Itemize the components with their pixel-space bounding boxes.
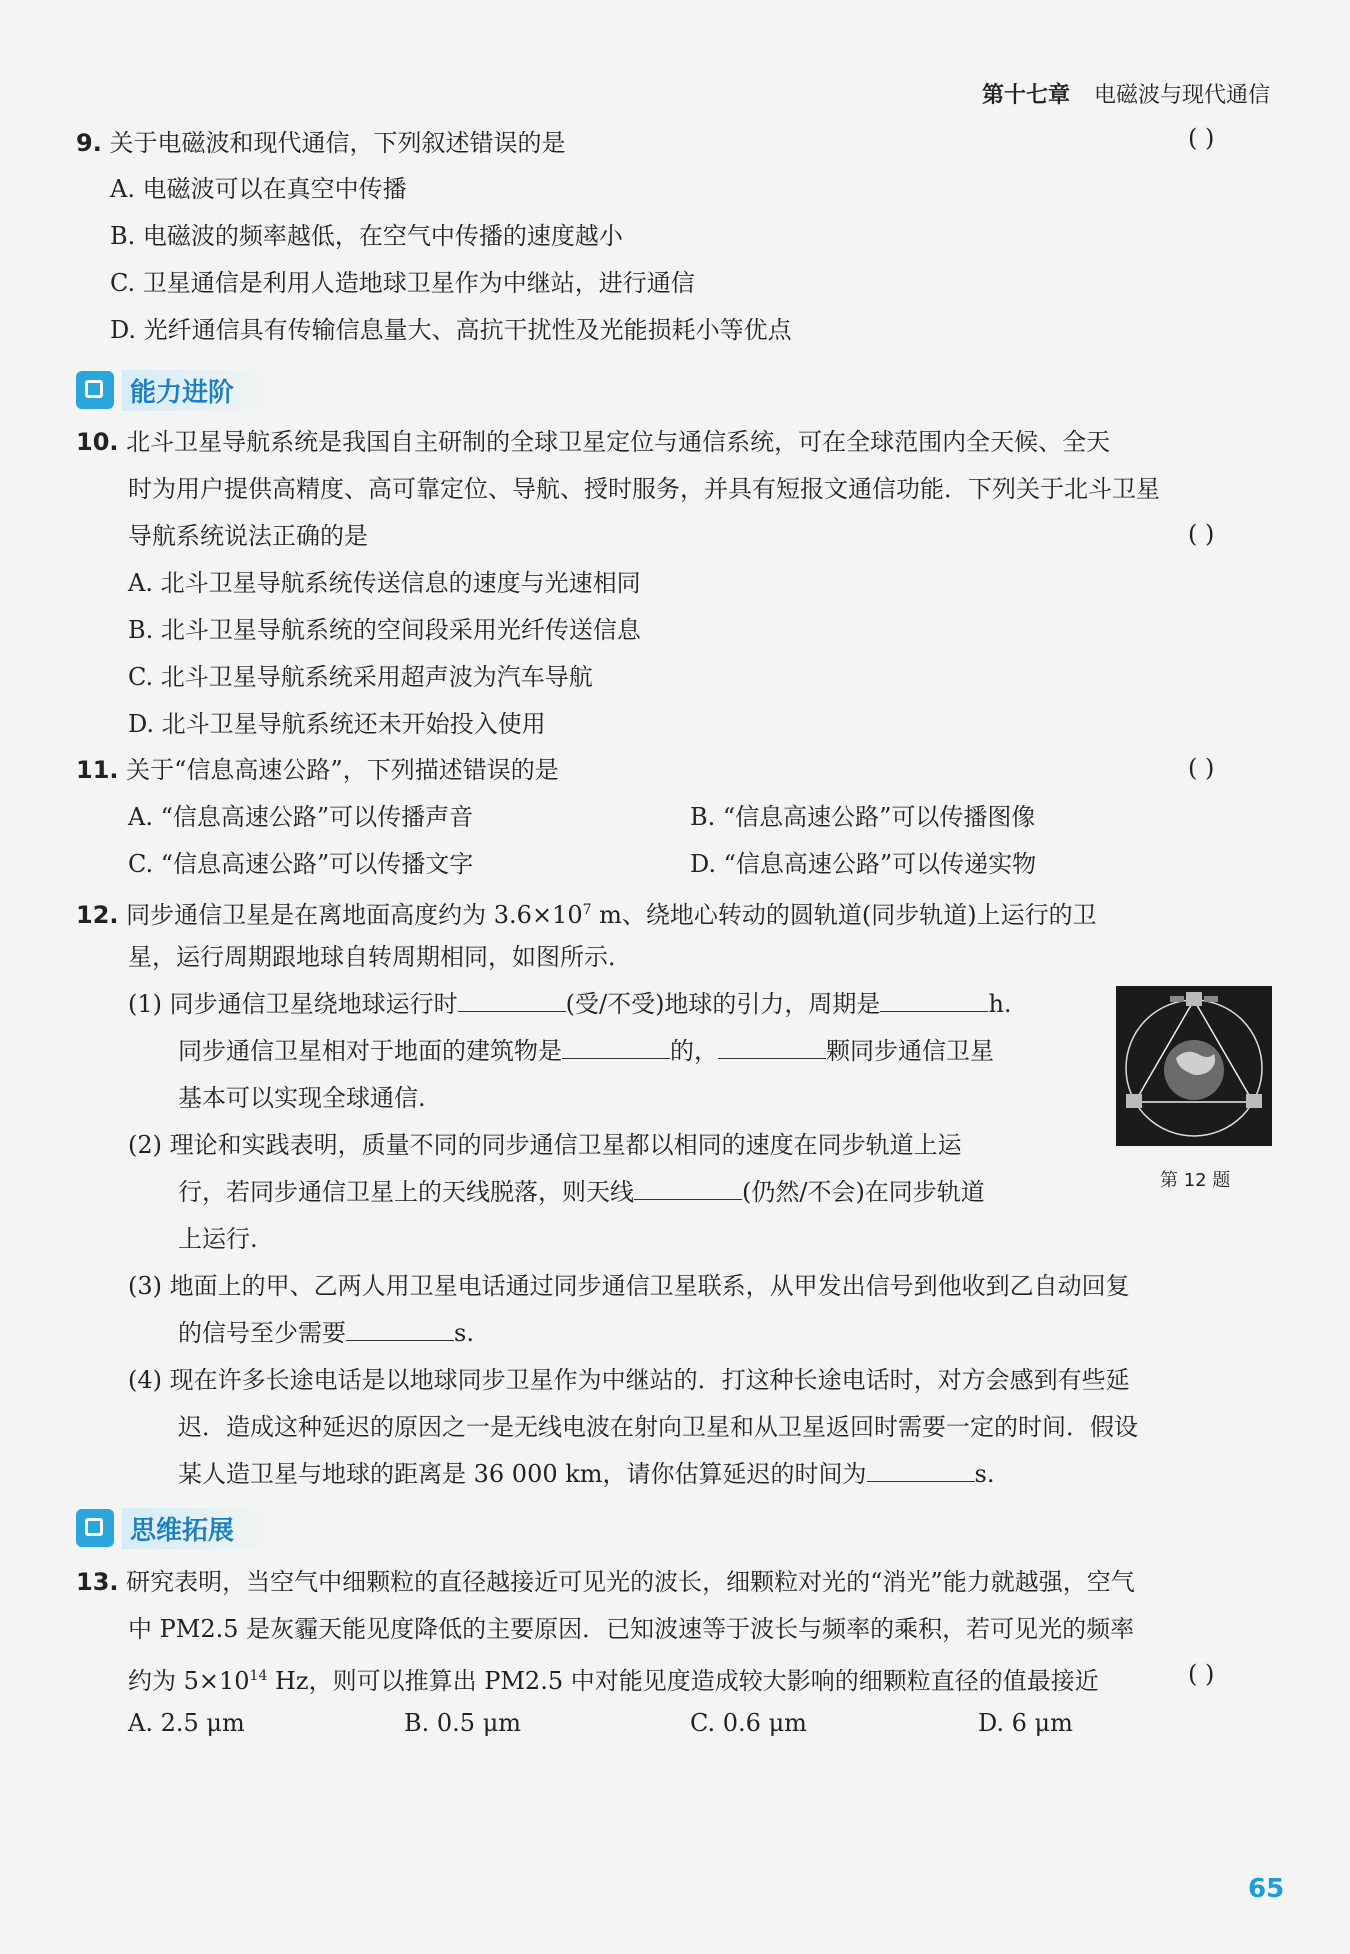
page-number: 65 [1248,1874,1285,1904]
answer-blank[interactable] [867,1457,975,1482]
q12-part2-line1: (2) 理论和实践表明，质量不同的同步通信卫星都以相同的速度在同步轨道上运 [128,1131,962,1159]
q9-option-c: C. 卫星通信是利用人造地球卫星作为中继站，进行通信 [110,269,695,297]
q11-stem [76,753,559,787]
q12-part2-line2 [178,1175,985,1209]
q12-p1-text-f: 颗同步通信卫星 [826,1037,994,1065]
answer-blank[interactable] [346,1316,454,1341]
q12-line-1 [76,893,1097,932]
q9-text: 关于电磁波和现代通信，下列叙述错误的是 [109,129,566,157]
q12-part3-line2 [178,1316,474,1350]
section-title: 思维拓展 [122,1508,274,1549]
q10-option-d: D. 北斗卫星导航系统还未开始投入使用 [128,710,546,738]
q12-p1-text-b: (受/不受)地球的引力，周期是 [565,990,881,1018]
q12-p3-text-b: 的信号至少需要 [178,1319,346,1347]
edit-icon [76,371,114,409]
q12-p3-text-c: s. [454,1319,474,1347]
q9-answer-paren: ( ) [1188,124,1215,152]
q12-part3-line1: (3) 地面上的甲、乙两人用卫星电话通过同步通信卫星联系，从甲发出信号到他收到乙自动回复 [128,1272,1130,1300]
q10-option-b: B. 北斗卫星导航系统的空间段采用光纤传送信息 [128,616,641,644]
q11-text: 关于“信息高速公路”，下列描述错误的是 [126,756,559,784]
q12-part4-line1: (4) 现在许多长途电话是以地球同步卫星作为中继站的．打这种长途电话时，对方会感到有些延 [128,1366,1130,1394]
q12-p1-text-c: h. [988,990,1012,1018]
q9-number: 9. [76,129,102,157]
q10-answer-paren: ( ) [1188,520,1215,548]
section-title: 能力进阶 [122,370,274,411]
q12-p2-text-b: 行，若同步通信卫星上的天线脱落，则天线 [178,1178,634,1206]
q11-option-b: B. “信息高速公路”可以传播图像 [690,803,1036,831]
answer-blank[interactable] [880,987,988,1012]
q9-stem [76,126,565,160]
q12-part4-line2: 迟．造成这种延迟的原因之一是无线电波在射向卫星和从卫星返回时需要一定的时间．假设 [178,1413,1138,1441]
q12-p4-text-d: s. [974,1460,995,1488]
q12-p2-text-c: (仍然/不会)在同步轨道 [742,1178,985,1206]
answer-blank[interactable] [718,1034,826,1059]
q10-line-1 [76,425,1110,459]
q10-line-2: 时为用户提供高精度、高可靠定位、导航、授时服务，并具有短报文通信功能．下列关于北斗卫星 [128,475,1160,503]
answer-blank[interactable] [634,1175,742,1200]
q11-option-d: D. “信息高速公路”可以传递实物 [690,850,1037,878]
chapter-title: 电磁波与现代通信 [1093,83,1270,108]
q12-part1-line1 [128,987,1012,1021]
figure-caption: 第 12 题 [1160,1170,1231,1191]
q12-p1-text-e: 的， [670,1037,718,1065]
q12-p1-text-d: 同步通信卫星相对于地面的建筑物是 [178,1037,562,1065]
q10-line-3: 导航系统说法正确的是 [128,522,368,550]
q12-part4-line3 [178,1457,995,1491]
q10-option-c: C. 北斗卫星导航系统采用超声波为汽车导航 [128,663,593,691]
q11-option-a: A. “信息高速公路”可以传播声音 [128,803,474,831]
q10-option-a: A. 北斗卫星导航系统传送信息的速度与光速相同 [128,569,641,597]
q13-text-3a: 约为 5×10 [128,1667,250,1695]
q13-option-a: A. 2.5 μm [128,1709,245,1737]
q10-text-1: 北斗卫星导航系统是我国自主研制的全球卫星定位与通信系统，可在全球范围内全天候、全天 [126,428,1111,456]
page-header [982,78,1270,109]
q12-p4-text-c: 某人造卫星与地球的距离是 36 000 km，请你估算延迟的时间为 [178,1460,867,1488]
q9-option-a: A. 电磁波可以在真空中传播 [110,175,407,203]
q13-text-3b: Hz，则可以推算出 PM2.5 中对能见度造成较大影响的细颗粒直径的值最接近 [267,1667,1099,1695]
q13-option-b: B. 0.5 μm [404,1709,522,1737]
q12-line-2: 星，运行周期跟地球自转周期相同，如图所示． [128,943,632,971]
q12-number: 12. [76,901,119,929]
q12-p1-text-a: (1) 同步通信卫星绕地球运行时 [128,990,458,1018]
q12-text-1a: 同步通信卫星是在离地面高度约为 3.6×10 [126,901,583,929]
answer-blank[interactable] [458,987,566,1012]
edit-icon [76,1509,114,1547]
chapter-label: 第十七章 [981,83,1070,108]
q13-text-1: 研究表明，当空气中细颗粒的直径越接近可见光的波长，细颗粒对光的“消光”能力就越强，空气 [126,1568,1135,1596]
q9-option-d: D. 光纤通信具有传输信息量大、高抗干扰性及光能损耗小等优点 [110,316,792,344]
q12-text-1b: m、绕地心转动的圆轨道(同步轨道)上运行的卫 [591,901,1097,929]
section-thinking-extension [76,1508,274,1548]
q13-line-2: 中 PM2.5 是灰霾天能见度降低的主要原因．已知波速等于波长与频率的乘积，若可见光的频率 [128,1615,1135,1643]
q13-exponent: 14 [249,1668,268,1684]
q13-option-c: C. 0.6 μm [690,1709,807,1737]
q11-answer-paren: ( ) [1188,754,1215,782]
q12-exponent: 7 [582,902,592,918]
q11-number: 11. [76,756,119,784]
q13-number: 13. [76,1568,119,1596]
q10-number: 10. [76,428,119,456]
q13-answer-paren: ( ) [1188,1660,1215,1688]
q13-line-1 [76,1565,1135,1599]
q11-option-c: C. “信息高速公路”可以传播文字 [128,850,474,878]
q13-option-d: D. 6 μm [978,1709,1073,1737]
q12-part1-line2 [178,1034,994,1068]
q13-line-3 [128,1659,1099,1698]
satellite-orbit-diagram [1116,986,1272,1146]
section-ability-advance [76,370,274,410]
satellite-orbit-figure [1116,986,1272,1146]
q12-part1-line3: 基本可以实现全球通信. [178,1084,426,1112]
q12-part2-line3: 上运行. [178,1225,258,1253]
answer-blank[interactable] [562,1034,670,1059]
q9-option-b: B. 电磁波的频率越低，在空气中传播的速度越小 [110,222,623,250]
